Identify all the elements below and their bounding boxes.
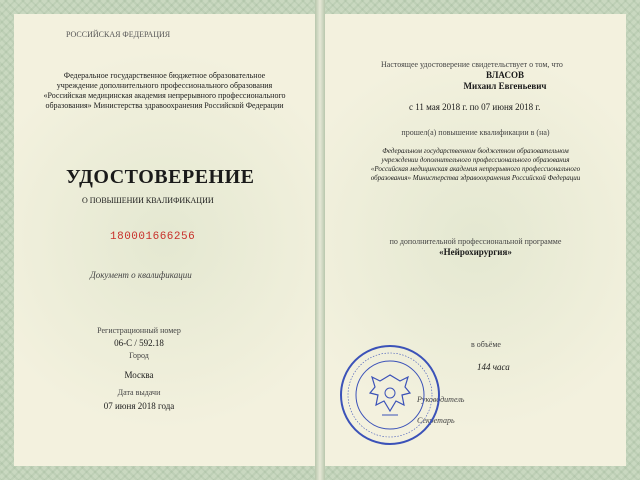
program-label: по дополнительной профессиональной программе — [389, 237, 562, 246]
certificate-title: УДОСТОВЕРЕНИЕ — [66, 166, 255, 188]
city-value: Москва — [124, 370, 154, 380]
volume-value: 144 часа — [477, 362, 510, 372]
registration-number: 06-С / 592.18 — [114, 338, 164, 348]
institution-line-1: Федеральном государственном бюджетном образовательном — [382, 147, 569, 155]
intro-text: Настоящее удостоверение свидетельствует о том, что — [381, 60, 563, 69]
country-label: РОССИЙСКАЯ ФЕДЕРАЦИЯ — [66, 30, 171, 39]
secretary-label: Секретарь — [417, 416, 455, 425]
registration-label: Регистрационный номер — [97, 326, 181, 335]
document-type: Документ о квалификации — [90, 270, 192, 280]
passed-label: прошел(а) повышение квалификации в (на) — [401, 128, 550, 137]
org-line-1: Федеральное государственное бюджетное образовательное — [63, 71, 266, 80]
seal-emblem-icon — [342, 347, 438, 443]
issue-date: 07 июня 2018 года — [103, 401, 175, 411]
left-page — [14, 14, 315, 466]
institution-line-3: «Российская медицинская академия непрерывного профессионального — [370, 165, 581, 173]
head-label: Руководитель — [417, 395, 465, 404]
institution-line-4: образования» Министерства здравоохранения Российской Федерации — [370, 174, 581, 182]
institution-line-2: учреждении дополнительного профессионального образования — [381, 156, 570, 164]
certificate-subtitle: О ПОВЫШЕНИИ КВАЛИФИКАЦИИ — [82, 196, 214, 205]
program-name: «Нейрохирургия» — [439, 247, 512, 257]
org-line-2: учреждение дополнительного профессионального образования — [56, 81, 273, 90]
volume-label: в объёме — [471, 340, 501, 349]
org-line-4: образования» Министерства здравоохранения Российской Федерации — [45, 101, 284, 110]
holder-name: Михаил Евгеньевич — [463, 81, 547, 91]
holder-surname: ВЛАСОВ — [486, 70, 524, 80]
study-period: с 11 мая 2018 г. по 07 июня 2018 г. — [409, 102, 541, 112]
official-seal — [340, 345, 440, 445]
issue-date-label: Дата выдачи — [117, 388, 161, 397]
org-line-3: «Российская медицинская академия непрерывного профессионального — [43, 91, 286, 100]
city-label: Город — [129, 351, 149, 360]
center-fold — [315, 0, 325, 480]
serial-number: 180001666256 — [110, 231, 196, 243]
